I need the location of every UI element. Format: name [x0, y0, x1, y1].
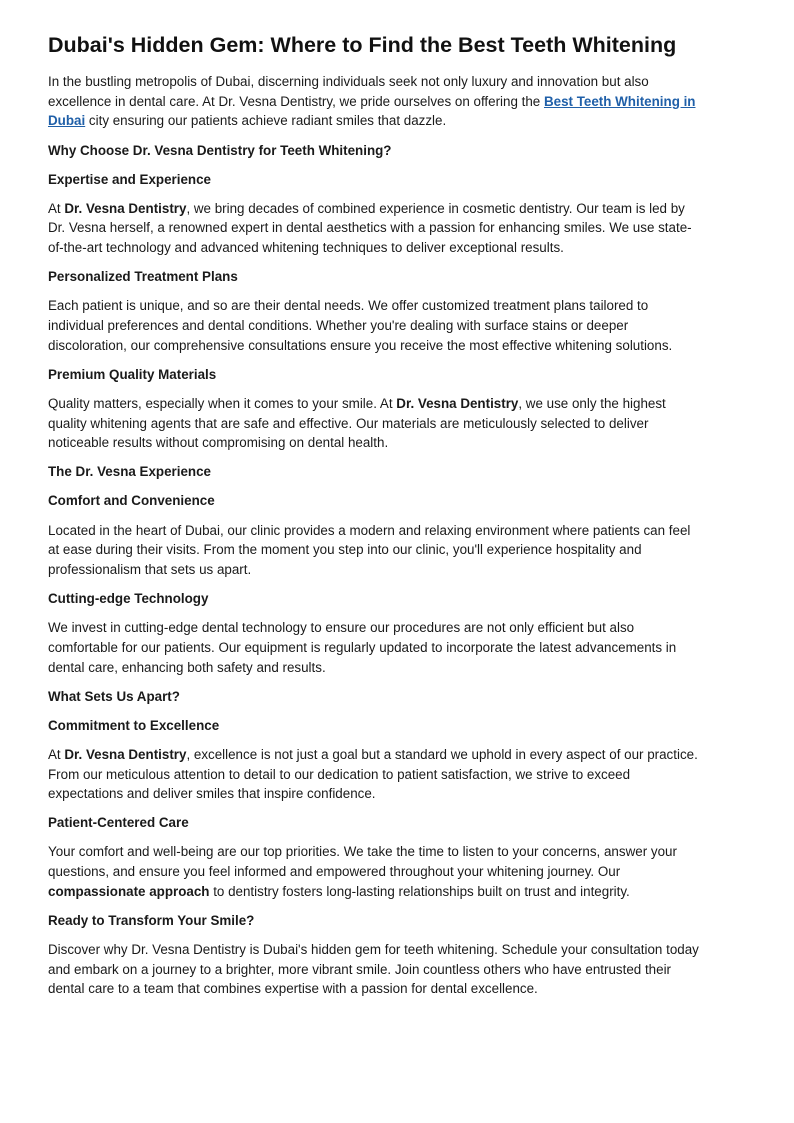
ready-paragraph: Discover why Dr. Vesna Dentistry is Dubai's hidden gem for teeth whitening. Schedule your consultation today and embark on a journey to a brighter, more vibrant smile. Join countless others who have entrusted their dental care to a team that combines expertise with a passion for dental excellence.: [48, 942, 699, 997]
expertise-text-post: , we bring decades of combined experience in cosmetic dentistry. Our team is led by Dr. Vesna herself, a renowned expert in dental aesthetics with a passion for enhancing smiles. We use state-of-the-art technology and advanced whitening techniques to deliver exceptional results.: [48, 200, 692, 256]
why-choose-heading: Why Choose Dr. Vesna Dentistry for Teeth Whitening?: [48, 142, 392, 158]
commitment-paragraph: [48, 745, 704, 804]
patient-text-pre: Your comfort and well-being are our top priorities. We take the time to listen to your concerns, answer your questions, and ensure you feel informed and empowered throughout your whitening journey. Our: [48, 844, 677, 880]
compassionate-approach-text: compassionate approach: [48, 883, 210, 899]
personalized-paragraph: Each patient is unique, and so are their dental needs. We offer customized treatment plans tailored to individual preferences and dental conditions. Whether you're dealing with surface stains or deeper discoloration, our comprehensive consultations ensure you receive the most effective whitening solutions.: [48, 298, 673, 353]
best-teeth-whitening-link[interactable]: Best Teeth Whitening in Dubai: [48, 93, 696, 129]
expertise-paragraph: [48, 199, 704, 258]
comfort-paragraph: Located in the heart of Dubai, our clinic provides a modern and relaxing environment where patients can feel at ease during their visits. From the moment you step into our clinic, you'll experience hospitality and professionalism that sets us apart.: [48, 522, 691, 577]
experience-heading: The Dr. Vesna Experience: [48, 464, 212, 480]
expertise-heading: Expertise and Experience: [48, 171, 211, 187]
personalized-heading: Personalized Treatment Plans: [48, 269, 238, 285]
ready-heading: Ready to Transform Your Smile?: [48, 912, 255, 928]
sets-apart-heading: What Sets Us Apart?: [48, 688, 180, 704]
premium-paragraph: [48, 394, 704, 453]
premium-clinic-name: Dr. Vesna Dentistry: [396, 395, 519, 411]
expertise-text-pre: At: [48, 200, 65, 216]
patient-care-paragraph: [48, 842, 704, 901]
premium-text-post: , we use only the highest quality whitening agents that are safe and effective. Our materials are meticulously selected to deliver noticeable results without compromising on dental health.: [48, 395, 666, 451]
technology-paragraph: We invest in cutting-edge dental technology to ensure our procedures are not only efficient but also comfortable for our patients. Our equipment is regularly updated to incorporate the latest advancements in dental care, enhancing both safety and results.: [48, 620, 677, 675]
page-title: Dubai's Hidden Gem: Where to Find the Best Teeth Whitening: [48, 33, 677, 57]
patient-care-heading: Patient-Centered Care: [48, 815, 189, 831]
expertise-clinic-name: Dr. Vesna Dentistry: [64, 200, 187, 216]
commitment-text-pre: At: [48, 746, 65, 762]
commitment-clinic-name: Dr. Vesna Dentistry: [64, 746, 187, 762]
intro-paragraph: [48, 72, 704, 131]
premium-text-pre: Quality matters, especially when it comes to your smile. At: [48, 395, 397, 411]
premium-heading: Premium Quality Materials: [48, 366, 217, 382]
comfort-heading: Comfort and Convenience: [48, 493, 215, 509]
technology-heading: Cutting-edge Technology: [48, 591, 209, 607]
commitment-text-post: , excellence is not just a goal but a standard we uphold in every aspect of our practice. From our meticulous attention to detail to our dedication to patient satisfaction, we strive to exceed expectations and deliver smiles that inspire confidence.: [48, 746, 698, 802]
intro-text-before: In the bustling metropolis of Dubai, discerning individuals seek not only luxury and innovation but also excellence in dental care. At Dr. Vesna Dentistry, we pride ourselves on offering the: [48, 74, 649, 109]
commitment-heading: Commitment to Excellence: [48, 717, 220, 733]
patient-text-post: to dentistry fosters long-lasting relationships built on trust and integrity.: [209, 883, 630, 899]
intro-text-after: city ensuring our patients achieve radiant smiles that dazzle.: [85, 113, 447, 129]
